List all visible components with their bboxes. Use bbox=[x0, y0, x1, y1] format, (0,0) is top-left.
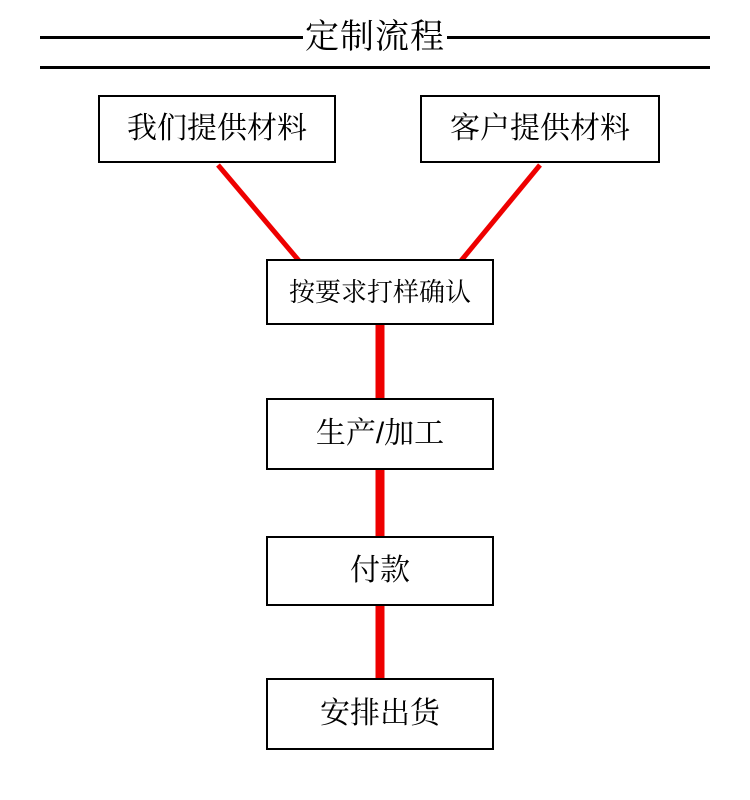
node-label: 安排出货 bbox=[320, 697, 440, 730]
node-production-processing bbox=[266, 398, 494, 470]
node-label: 我们提供材料 bbox=[127, 112, 307, 145]
node-label: 付款 bbox=[350, 554, 410, 587]
node-label: 按要求打样确认 bbox=[288, 277, 471, 307]
page-title: 定制流程 bbox=[305, 18, 445, 56]
node-label: 生产/加工 bbox=[315, 417, 445, 450]
edge-client-to-sample bbox=[460, 165, 540, 262]
node-label: 客户提供材料 bbox=[450, 112, 630, 145]
node-sample-confirmation bbox=[266, 259, 494, 325]
edge-we-to-sample bbox=[218, 165, 300, 262]
node-arrange-shipment bbox=[266, 678, 494, 750]
node-we-provide-material bbox=[98, 95, 336, 163]
node-payment bbox=[266, 536, 494, 606]
node-client-provide-material bbox=[420, 95, 660, 163]
